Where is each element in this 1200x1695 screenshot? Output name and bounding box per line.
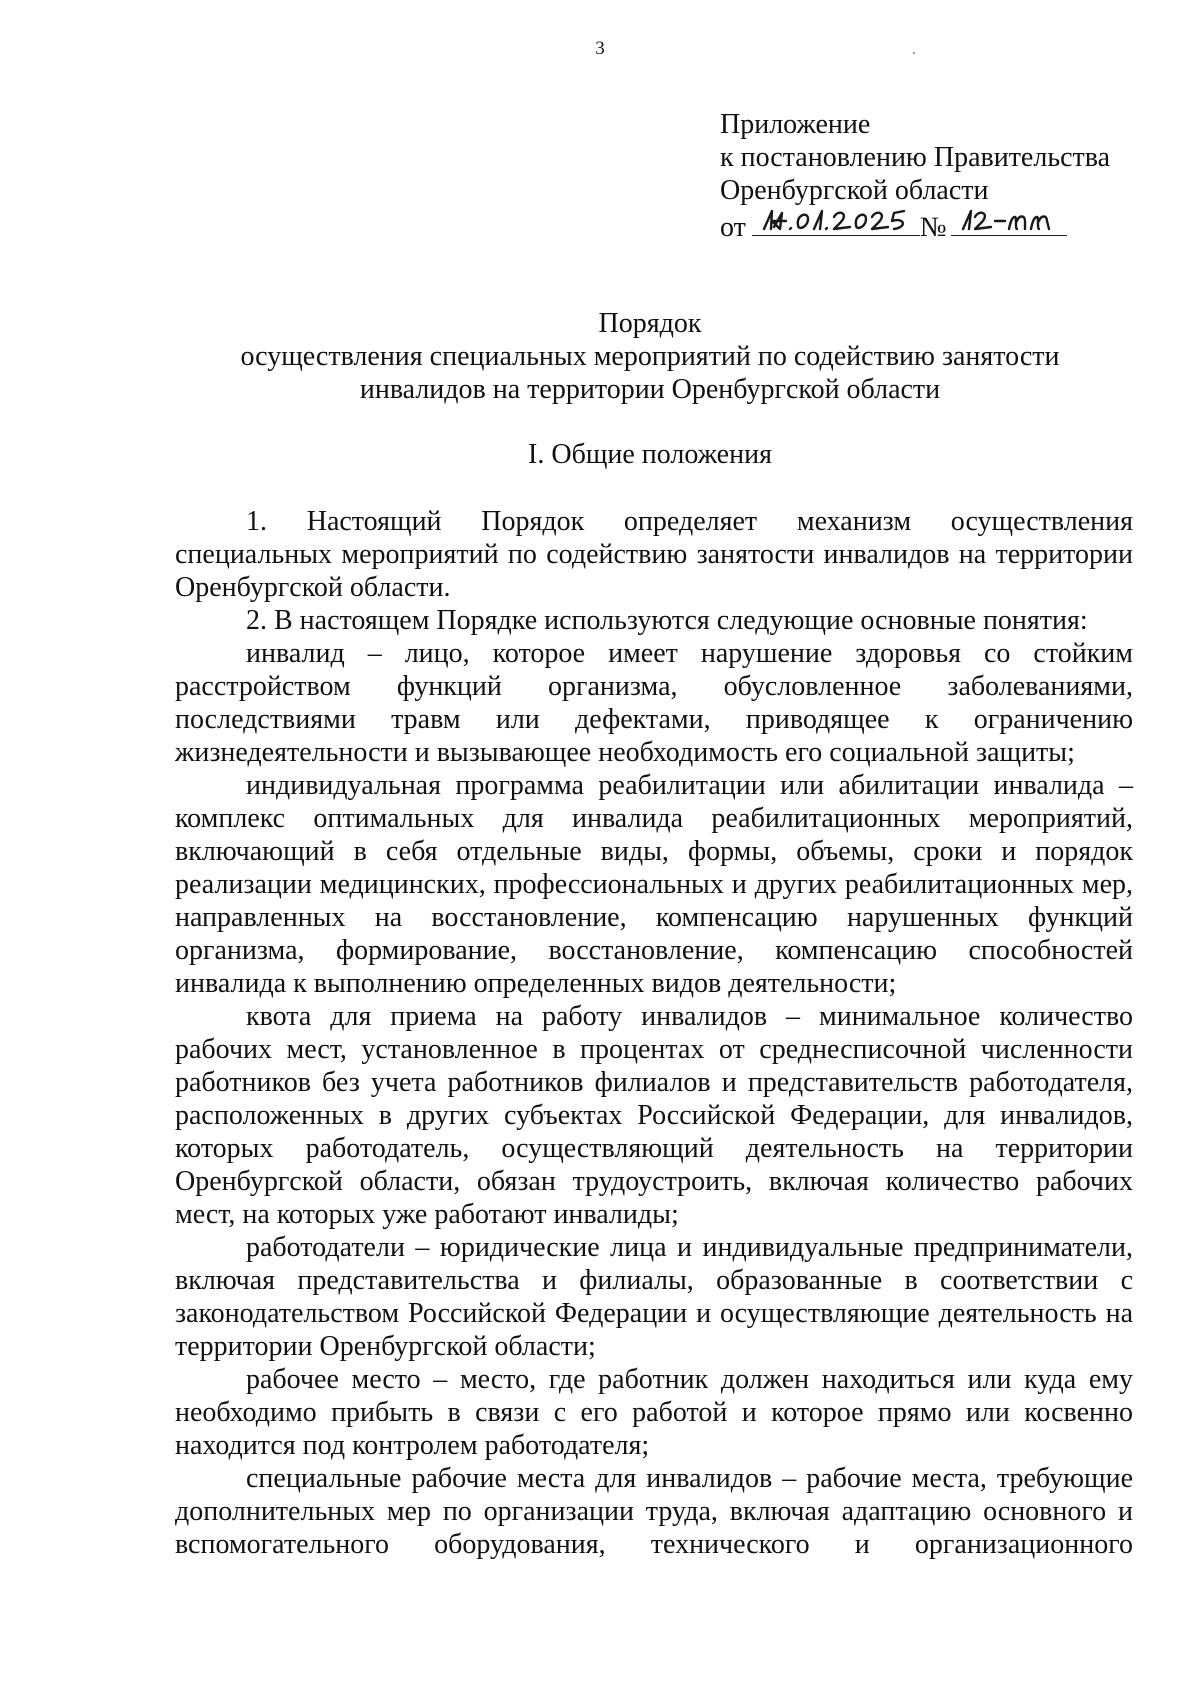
title-line-1: Порядок [598, 308, 702, 339]
definition-quota: квота для приема на работу инвалидов – минимальное количество рабочих мест, установленное в процентах от среднесписочной численности работников без учета работников филиалов и представительств работодателя, расположенных в других субъектах Российской Федерации, для инвалидов, которых работодатель, осуществляющий деятельность на территории Оренбургской области, обязан трудоустроить, включая количество рабочих мест, на которых уже работают инвалиды; [175, 1001, 1133, 1230]
date-prefix: от [720, 212, 746, 243]
handwritten-number [951, 207, 1067, 236]
definition-special-workplaces: специальные рабочие места для инвалидов – рабочие места, требующие дополнительных мер по организации труда, включая адаптацию основного и вспомогательного оборудования, технического и организационного [175, 1463, 1133, 1560]
appendix-line-3: Оренбургской области [720, 175, 989, 206]
appendix-line-2: к постановлению Правительства [720, 142, 1111, 173]
document-title [175, 307, 1125, 406]
handwritten-date-signature [758, 205, 918, 233]
appendix-line-1: Приложение [720, 109, 871, 140]
definition-disabled-person: инвалид – лицо, которое имеет нарушение здоровья со стойким расстройством функций организма, обусловленное заболеваниями, последствиями травм или дефектами, приводящее к ограничению жизнедеятельности и вызывающее необходимость его социальной защиты; [175, 638, 1133, 768]
definition-employers: работодатели – юридические лица и индивидуальные предприниматели, включая представительства и филиалы, образованные в соответствии с законодательством Российской Федерации и осуществляющие деятельность на территории Оренбургской области; [175, 1232, 1133, 1362]
appendix-block [720, 108, 1110, 244]
appendix-date-line [720, 207, 1110, 244]
paragraph-1: 1. Настоящий Порядок определяет механизм осуществления специальных мероприятий по содействию занятости инвалидов на территории Оренбургской области. [175, 506, 1133, 603]
body-text [175, 505, 1133, 1561]
page-number: 3 [595, 38, 605, 59]
definition-rehabilitation-program: индивидуальная программа реабилитации или абилитации инвалида – комплекс оптимальных для инвалида реабилитационных мероприятий, включающий в себя отдельные виды, формы, объемы, сроки и порядок реализации медицинских, профессиональных и других реабилитационных мер, направленных на восстановление, компенсацию нарушенных функций организма, формирование, восстановление, компенсацию способностей инвалида к выполнению определенных видов деятельности; [175, 770, 1133, 999]
number-symbol: № [919, 212, 947, 243]
handwritten-number-signature [957, 205, 1057, 233]
section-heading: I. Общие положения [528, 439, 772, 470]
title-line-2: осуществления специальных мероприятий по содействию занятости [240, 341, 1060, 372]
handwritten-date [752, 207, 920, 236]
scan-speck [913, 52, 915, 54]
definition-workplace: рабочее место – место, где работник должен находиться или куда ему необходимо прибыть в связи с его работой и которое прямо или косвенно находится под контролем работодателя; [175, 1364, 1133, 1461]
title-line-3: инвалидов на территории Оренбургской области [359, 374, 941, 405]
paragraph-2: 2. В настоящем Порядке используются следующие основные понятия: [246, 605, 1088, 636]
